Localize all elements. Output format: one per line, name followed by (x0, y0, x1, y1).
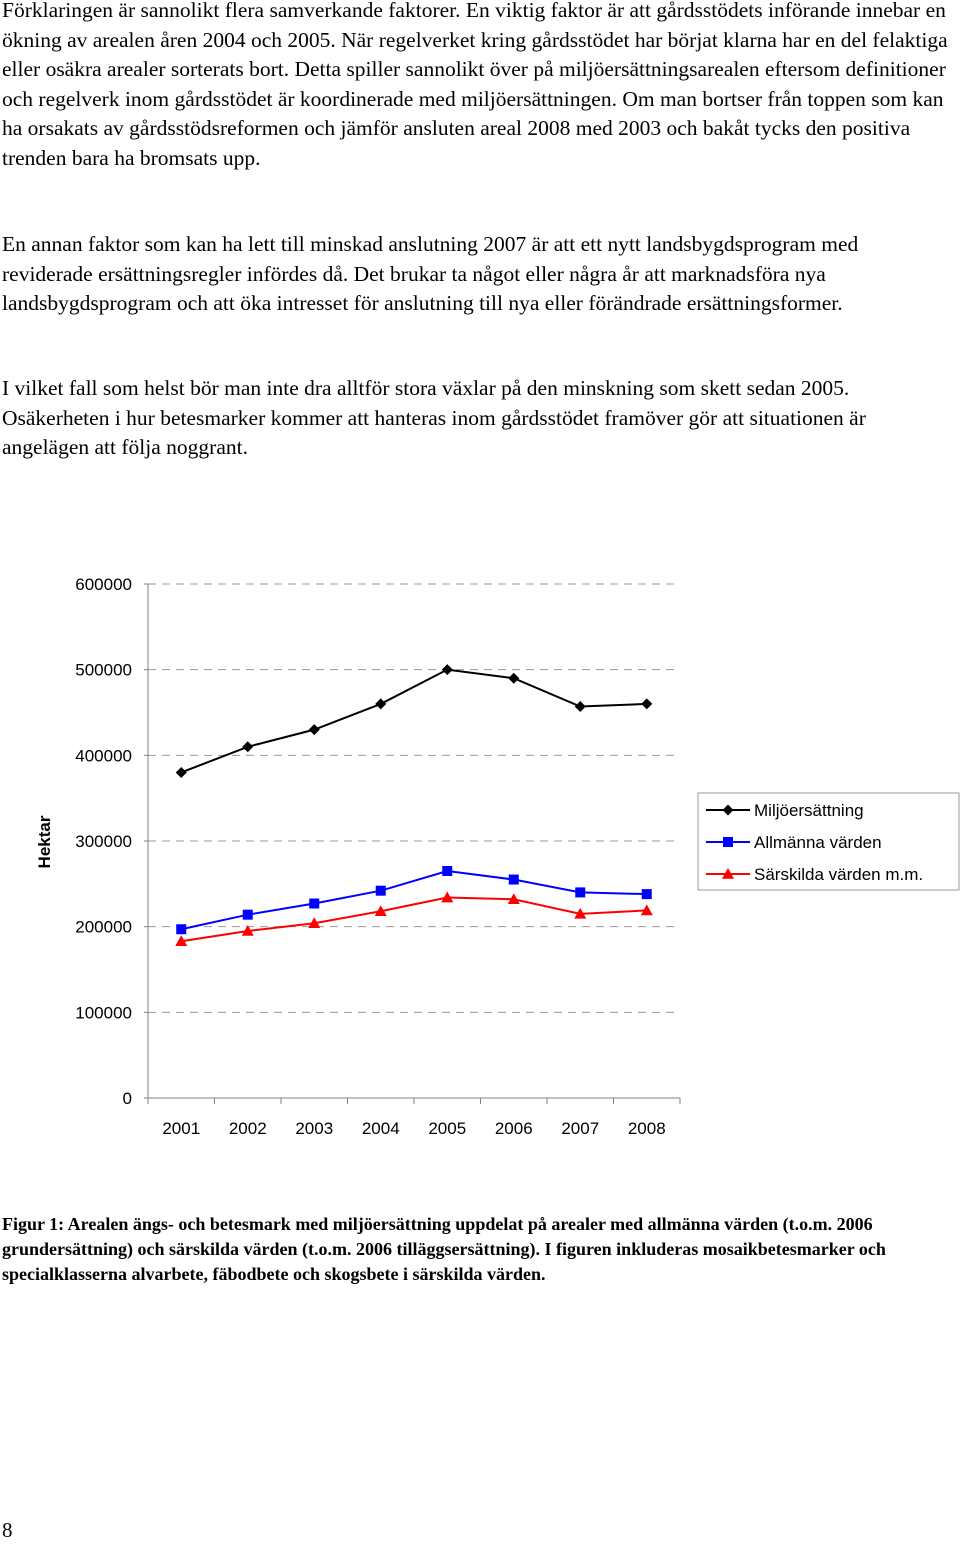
data-point (509, 875, 519, 885)
data-point (575, 887, 585, 897)
y-tick-labels (75, 575, 132, 1108)
data-point (309, 899, 319, 909)
x-tick-label: 2005 (428, 1119, 467, 1138)
series-line (181, 871, 647, 929)
y-tick-label: 300000 (75, 832, 132, 851)
data-point (376, 886, 386, 896)
data-point (442, 866, 452, 876)
data-point (575, 701, 586, 712)
y-tick-label: 400000 (75, 746, 132, 766)
legend-marker (723, 837, 733, 847)
legend-label: Allmänna värden (754, 833, 882, 852)
data-point (242, 741, 253, 752)
x-tick-label: 2003 (295, 1119, 334, 1138)
data-point (642, 889, 652, 899)
legend (698, 793, 959, 890)
x-tick-label: 2002 (228, 1119, 267, 1138)
paragraph-1: Förklaringen är sannolikt flera samverkande faktorer. En viktig faktor är att gårdsstödets införande innebar en ökning av arealen åren 2004 och 2005. När regelverket kring gårdsstödet har börjat klarna har en del felaktiga eller osäkra arealer sorterats bort. Detta spiller sannolikt över på miljöersättningsarealen eftersom definitioner och regelverk inom gårdsstödet är koordinerade med miljöersättningen. Om man bortser från toppen som kan ha orsakats av gårdsstödsreformen och jämför ansluten areal 2008 med 2003 och bakåt tycks den positiva trenden bara ha bromsats upp. (2, 0, 948, 170)
y-tick-label: 200000 (75, 917, 132, 937)
page-number: 8 (2, 1518, 13, 1542)
x-tick-label: 2007 (561, 1119, 600, 1138)
data-point (243, 910, 253, 920)
x-tick-label: 2008 (627, 1119, 666, 1138)
series-1 (176, 664, 653, 778)
gridlines (148, 584, 680, 1012)
x-tick-labels (162, 1119, 665, 1138)
data-point (641, 698, 652, 709)
data-point (176, 767, 187, 778)
legend-label: Särskilda värden m.m. (754, 865, 924, 884)
axes (144, 584, 680, 1104)
series-line (181, 670, 647, 773)
series-2 (176, 866, 652, 934)
line-chart (0, 560, 960, 1160)
data-point (309, 724, 320, 735)
x-tick-label: 2001 (162, 1119, 201, 1138)
y-tick-label: 600000 (75, 575, 132, 594)
figure-caption: Figur 1: Arealen ängs- och betesmark med miljöersättning uppdelat på arealer med allmänna värden (t.o.m. 2006 grundersättning) och särskilda värden (t.o.m. 2006 tilläggsersättning). I figuren inkluderas mosaikbetesmarker och specialklasserna alvarbete, fäbodbete och skogsbete i särskilda värden. (2, 1214, 886, 1284)
y-axis-label: Hektar (35, 815, 54, 869)
series (175, 664, 653, 946)
y-tick-label: 0 (122, 1089, 132, 1108)
x-tick-label: 2004 (361, 1119, 400, 1138)
data-point (442, 664, 453, 675)
x-tick-label: 2006 (494, 1119, 533, 1138)
data-point (176, 924, 186, 934)
legend-label: Miljöersättning (754, 801, 864, 820)
data-point (508, 673, 519, 684)
y-tick-label: 100000 (75, 1003, 132, 1023)
data-point (375, 698, 386, 709)
paragraph-3: I vilket fall som helst bör man inte dra alltför stora växlar på den minskning som skett sedan 2005. Osäkerheten i hur betesmarker kommer att hanteras inom gårdsstödet framöver gör att situationen är angelägen att följa noggrant. (2, 376, 866, 460)
y-tick-label: 500000 (75, 660, 132, 680)
paragraph-2: En annan faktor som kan ha lett till minskad anslutning 2007 är att ett nytt landsbygdsprogram med reviderade ersättningsregler infördes då. Det brukar ta något eller några år att marknadsföra nya landsbygdsprogram och att öka intresset för anslutning till nya eller förändrade ersättningsformer. (2, 232, 859, 316)
